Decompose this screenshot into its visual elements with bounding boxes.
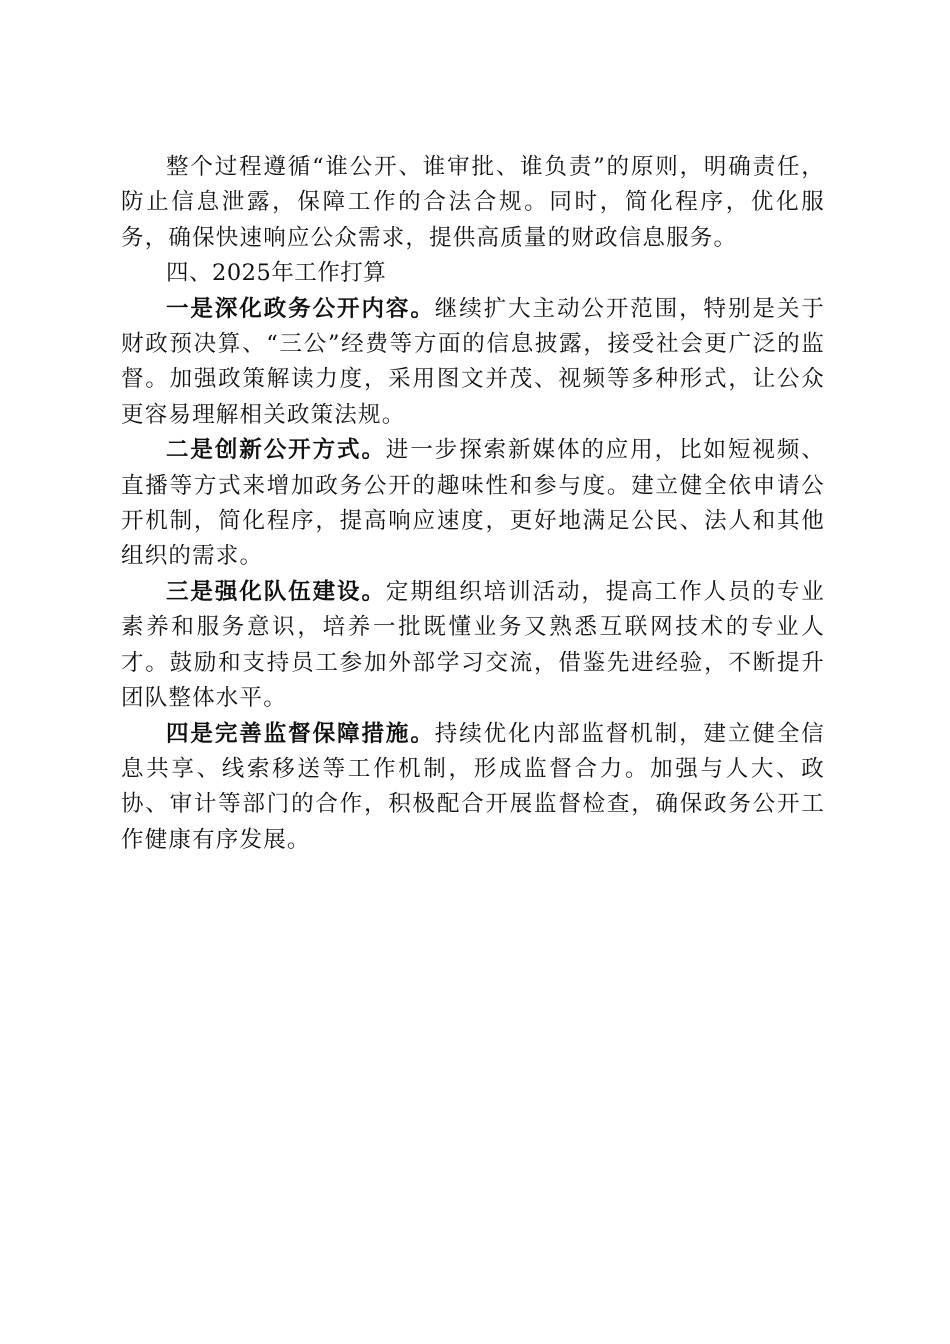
section-heading: 四、2025年工作打算 [166,260,387,287]
plan-item-4 [121,717,825,859]
plan-item-lead: 三是强化队伍建设。 [166,578,386,605]
plan-item-text: 进一步探索新媒体的应用，比如短视频、直播等方式来增加政务公开的趣味性和参与度。建立健全依申请公开机制，简化程序，提高响应速度，更好地满足公民、法人和其他组织的需求。 [121,437,825,570]
plan-item-text: 定期组织培训活动，提高工作人员的专业素养和服务意识，培养一批既懂业务又熟悉互联网技术的专业人才。鼓励和支持员工参加外部学习交流，借鉴先进经验，不断提升团队整体水平。 [121,578,825,712]
paragraph-principle [121,150,825,256]
plan-item-1 [121,292,825,434]
plan-item-text: 继续扩大主动公开范围，特别是关于财政预决算、“三公”经费等方面的信息披露，接受社会更广泛的监督。加强政策解读力度，采用图文并茂、视频等多种形式，让公众更容易理解相关政策法规。 [121,295,825,428]
plan-item-2 [121,433,825,575]
plan-item-lead: 四是完善监督保障措施。 [166,720,435,747]
plan-item-text: 持续优化内部监督机制，建立健全信息共享、线索移送等工作机制，形成监督合力。加强与人大、政协、审计等部门的合作，积极配合开展监督检查，确保政务公开工作健康有序发展。 [121,720,825,853]
document-body [121,150,825,858]
plan-item-lead: 二是创新公开方式。 [166,437,386,464]
plan-item-3 [121,575,825,717]
plan-item-lead: 一是深化政务公开内容。 [166,295,435,322]
paragraph-text: 整个过程遵循“谁公开、谁审批、谁负责”的原则，明确责任，防止信息泄露，保障工作的合法合规。同时，简化程序，优化服务，确保快速响应公众需求，提供高质量的财政信息服务。 [121,154,825,251]
